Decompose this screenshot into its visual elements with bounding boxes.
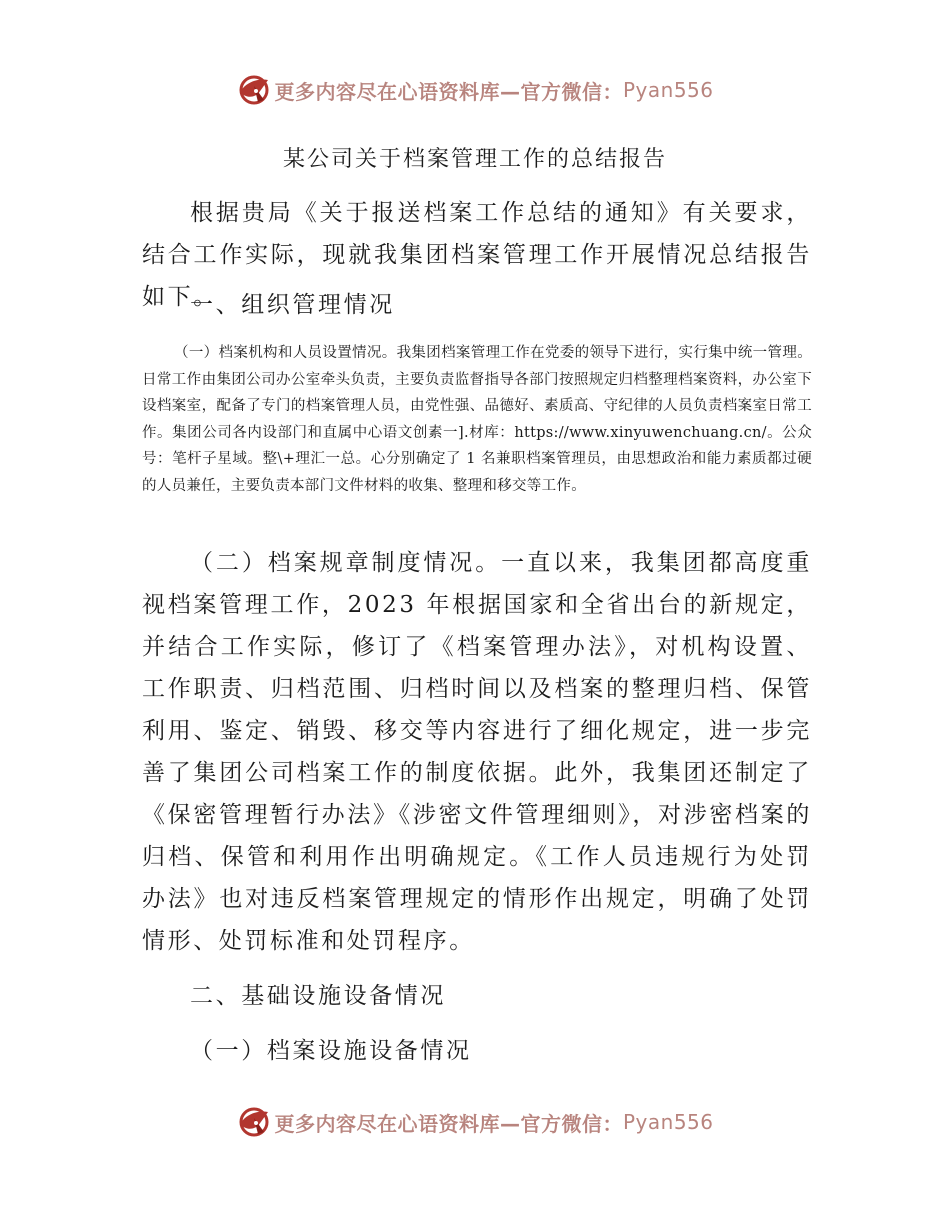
banner-text: 更多内容尽在心语资料库—官方微信：: [274, 79, 623, 104]
section-heading-2: 二、基础设施设备情况: [190, 983, 446, 1009]
banner-wechat-id: Pyan556: [622, 1110, 714, 1134]
section-1-paragraph-2: （二）档案规章制度情况。一直以来，我集团都高度重视档案管理工作，2023 年根据国家和全省出台的新规定，并结合工作实际，修订了《档案管理办法》，对机构设置、工作职责、归档范围、归档时间以及档案的整理归档、保管利用、鉴定、销毁、移交等内容进行了细化规定，进一步完善了集团公司档案工作的制度依据。此外，我集团还制定了《保密管理暂行办法》《涉密文件管理细则》，对涉密档案的归档、保管和利用作出明确规定。《工作人员违规行为处罚办法》也对违反档案管理规定的情形作出规定，明确了处罚情形、处罚标准和处罚程序。: [142, 550, 812, 954]
pen-nib-logo-icon: [236, 1104, 272, 1140]
subsection-heading-2-1: （一）档案设施设备情况: [190, 1038, 472, 1064]
footer-banner: [0, 1102, 950, 1142]
section-1-paragraph-1: （一）档案机构和人员设置情况。我集团档案管理工作在党委的领导下进行，实行集中统一管理。日常工作由集团公司办公室牵头负责，主要负责监督指导各部门按照规定归档整理档案资料，办公室下设档案室，配备了专门的档案管理人员，由党性强、品德好、素质高、守纪律的人员负责档案室日常工作。集团公司各内设部门和直属中心语文创素一].材库：https://www.xinyuwenchuang.cn/。公众号：笔杆子星域。整\+理汇一总。心分别确定了 1 名兼职档案管理员，由思想政治和能力素质都过硬的人员兼任，主要负责本部门文件材料的收集、整理和移交等工作。: [142, 345, 812, 494]
header-banner: [0, 70, 950, 110]
document-title: 某公司关于档案管理工作的总结报告: [282, 147, 667, 172]
section-heading-1: 一、组织管理情况: [190, 292, 395, 318]
pen-nib-logo-icon: [236, 72, 272, 108]
intro-paragraph: 根据贵局《关于报送档案工作总结的通知》有关要求，结合工作实际，现就我集团档案管理工作开展情况总结报告如下。: [142, 200, 812, 310]
banner-wechat-id: Pyan556: [622, 78, 714, 102]
banner-text: 更多内容尽在心语资料库—官方微信：: [274, 1111, 623, 1136]
